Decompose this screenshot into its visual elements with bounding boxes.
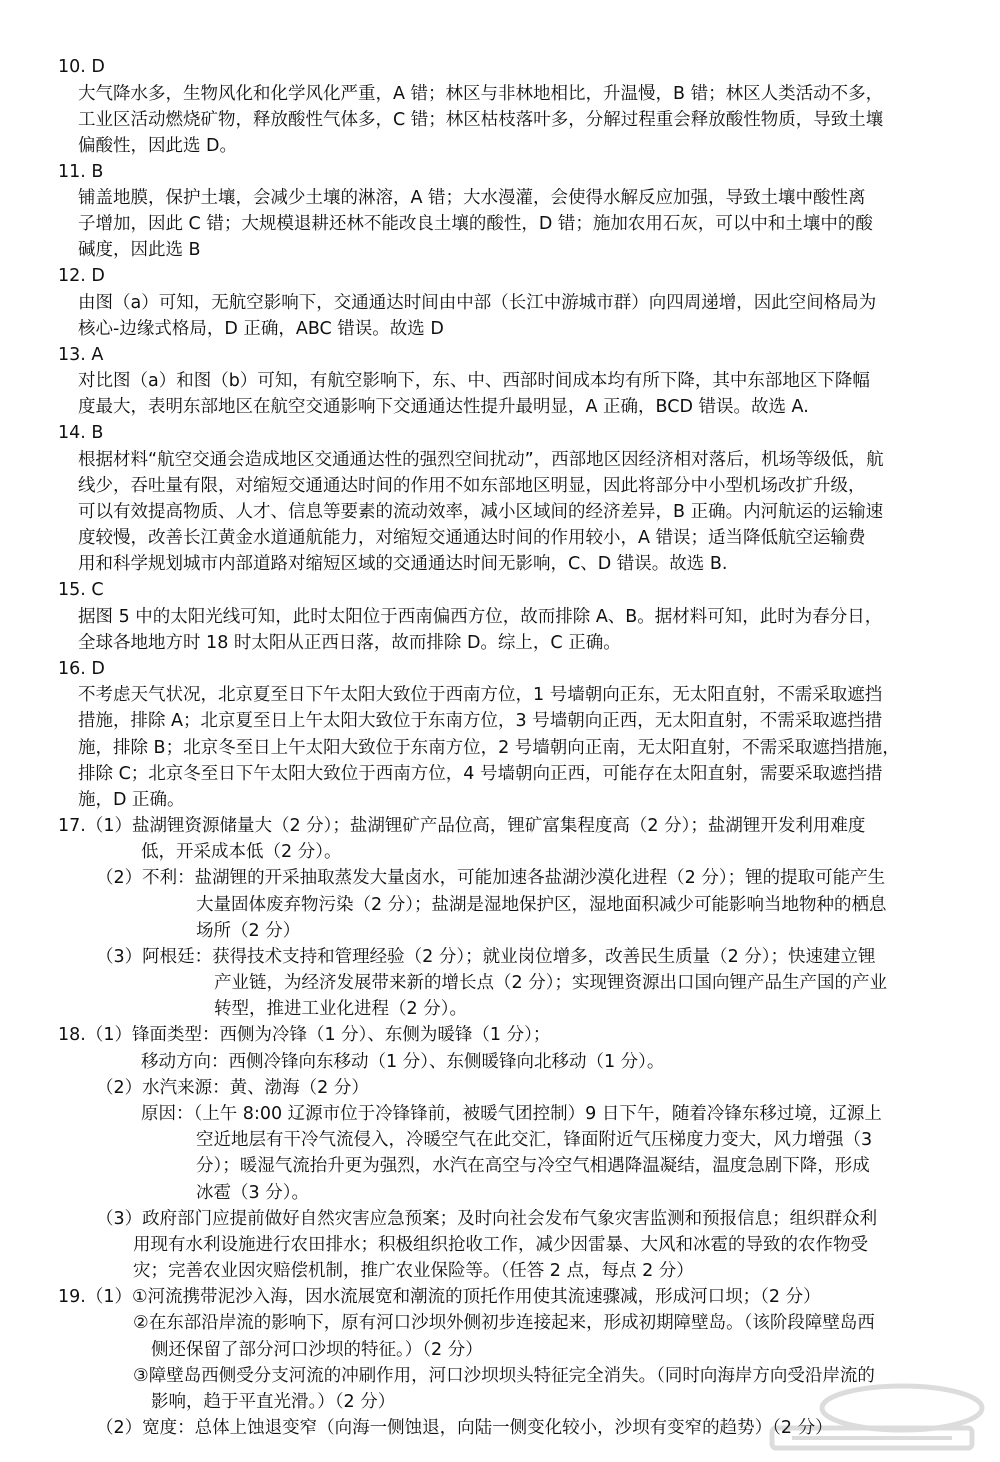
answer-line: 核心-边缘式格局，D 正确，ABC 错误。故选 D [78, 319, 444, 339]
answer-line: 不考虑天气状况，北京夏至日下午太阳大致位于西南方位，1 号墙朝向正东，无太阳直射，不需采取遮挡 [78, 685, 883, 705]
answer-line: 根据材料“航空交通会造成地区交通通达性的强烈空间扰动”，西部地区因经济相对落后，机场等级低，航 [78, 450, 884, 470]
answer-line: 14. B [58, 423, 104, 443]
answer-line: 灾；完善农业因灾赔偿机制，推广农业保险等。（任答 2 点，每点 2 分） [133, 1261, 694, 1281]
answer-line: （3）政府部门应提前做好自然灾害应急预案；及时向社会发布气象灾害监测和预报信息；组织群众利 [96, 1209, 878, 1229]
answer-line: 侧还保留了部分河口沙坝的特征。）（2 分） [151, 1340, 483, 1360]
answer-line: 18.（1）锋面类型：西侧为冷锋（1 分）、东侧为暖锋（1 分）； [58, 1025, 551, 1045]
answer-line: 排除 C；北京冬至日下午太阳大致位于西南方位，4 号墙朝向正西，可能存在太阳直射，需要采取遮挡措 [78, 764, 883, 784]
answer-line: （2）水汽来源：黄、渤海（2 分） [96, 1078, 369, 1098]
answer-line: 大量固体废弃物污染（2 分）；盐湖是湿地保护区，湿地面积减少可能影响当地物种的栖息 [196, 895, 887, 915]
answer-line: 由图（a）可知，无航空影响下，交通通达时间由中部（长江中游城市群）向四周递增，因此空间格局为 [78, 293, 877, 313]
answer-line: 原因：（上午 8:00 辽源市位于冷锋锋前，被暖气团控制）9 日下午，随着冷锋东移过境，辽源上 [141, 1104, 882, 1124]
answer-line: 施，D 正确。 [78, 790, 185, 810]
answer-line: 对比图（a）和图（b）可知，有航空影响下，东、中、西部时间成本均有所下降，其中东部地区下降幅 [78, 371, 870, 391]
answer-line: 用和科学规划城市内部道路对缩短区域的交通通达时间无影响，C、D 错误。故选 B. [78, 554, 728, 574]
answer-line: 12. D [58, 266, 105, 286]
answer-line: （2）宽度：总体上蚀退变窄（向海一侧蚀退，向陆一侧变化较小，沙坝有变窄的趋势）（2 分） [96, 1418, 833, 1438]
answer-line: 10. D [58, 57, 105, 77]
answer-line: 据图 5 中的太阳光线可知，此时太阳位于西南偏西方位，故而排除 A、B。据材料可知，此时为春分日， [78, 607, 883, 627]
answer-line: 铺盖地膜，保护土壤，会减少土壤的淋溶，A 错；大水漫灌，会使得水解反应加强，导致土壤中酸性离 [78, 188, 866, 208]
answer-line: 11. B [58, 162, 104, 182]
answer-line: 场所（2 分） [196, 921, 301, 941]
answer-line: 大气降水多，生物风化和化学风化严重，A 错；林区与非林地相比，升温慢，B 错；林区人类活动不多， [78, 84, 884, 104]
answer-line: 可以有效提高物质、人才、信息等要素的流动效率，减小区域间的经济差异，B 正确。内河航运的运输速 [78, 502, 884, 522]
answer-line: 偏酸性，因此选 D。 [78, 136, 238, 156]
answer-line: 线少，吞吐量有限，对缩短交通通达时间的作用不如东部地区明显，因此将部分中小型机场改扩升级， [78, 476, 866, 496]
answer-line: 低，开采成本低（2 分）。 [141, 842, 342, 862]
answer-line: 度较慢，改善长江黄金水道通航能力，对缩短交通通达时间的作用较小，A 错误；适当降低航空运输费 [78, 528, 866, 548]
answer-line: （2）不利：盐湖锂的开采抽取蒸发大量卤水，可能加速各盐湖沙漠化进程（2 分）；锂的提取可能产生 [96, 868, 886, 888]
answer-line: 冰雹（3 分）。 [196, 1183, 309, 1203]
answer-line: 13. A [58, 345, 104, 365]
answer-line: 用现有水利设施进行农田排水；积极组织抢收工作，减少因雷暴、大风和冰雹的导致的农作物受 [133, 1235, 868, 1255]
answer-line: 17.（1）盐湖锂资源储量大（2 分）；盐湖锂矿产品位高，锂矿富集程度高（2 分）；盐湖锂开发利用难度 [58, 816, 866, 836]
answer-line: 全球各地地方时 18 时太阳从正西日落，故而排除 D。综上，C 正确。 [78, 633, 621, 653]
answer-line: 碱度，因此选 B [78, 240, 201, 260]
answer-line: 工业区活动燃烧矿物，释放酸性气体多，C 错；林区枯枝落叶多，分解过程重会释放酸性物质，导致土壤 [78, 110, 884, 130]
answer-line: ③障壁岛西侧受分支河流的冲刷作用，河口沙坝坝头特征完全消失。（同时向海岸方向受沿岸流的 [133, 1366, 875, 1386]
answer-line: 影响，趋于平直光滑。）（2 分） [151, 1392, 396, 1412]
answer-line: 措施，排除 A；北京夏至日上午太阳大致位于东南方位，3 号墙朝向正西，无太阳直射，不需采取遮挡措 [78, 711, 883, 731]
answer-line: 分）；暖湿气流抬升更为强烈，水汽在高空与冷空气相遇降温凝结，温度急剧下降，形成 [196, 1156, 870, 1176]
answer-line: ②在东部沿岸流的影响下，原有河口沙坝外侧初步连接起来，形成初期障壁岛。（该阶段障壁岛西 [133, 1313, 875, 1333]
answer-line: 施，排除 B；北京冬至日上午太阳大致位于东南方位，2 号墙朝向正南，无太阳直射，不需采取遮挡措施， [78, 738, 900, 758]
answer-line: 产业链，为经济发展带来新的增长点（2 分）；实现锂资源出口国向锂产品生产国的产业 [214, 973, 887, 993]
answer-line: 子增加，因此 C 错；大规模退耕还林不能改良土壤的酸性，D 错；施加农用石灰，可以中和土壤中的酸 [78, 214, 873, 234]
watermark-logo [752, 1378, 988, 1452]
answer-line: 转型，推进工业化进程（2 分）。 [214, 999, 467, 1019]
answer-line: 度最大，表明东部地区在航空交通影响下交通通达性提升最明显，A 正确，BCD 错误。故选 A. [78, 397, 809, 417]
answer-line: 19.（1）①河流携带泥沙入海，因水流展宽和潮流的顶托作用使其流速骤减，形成河口坝；（2 分） [58, 1287, 821, 1307]
answer-line: 空近地层有干冷气流侵入，冷暖空气在此交汇，锋面附近气压梯度力变大，风力增强（3 [196, 1130, 873, 1150]
answer-line: 移动方向：西侧冷锋向东移动（1 分）、东侧暖锋向北移动（1 分）。 [141, 1052, 665, 1072]
answer-line: （3）阿根廷：获得技术支持和管理经验（2 分）；就业岗位增多，改善民生质量（2 分）；快速建立锂 [96, 947, 876, 967]
answer-line: 15. C [58, 580, 104, 600]
answer-line: 16. D [58, 659, 105, 679]
